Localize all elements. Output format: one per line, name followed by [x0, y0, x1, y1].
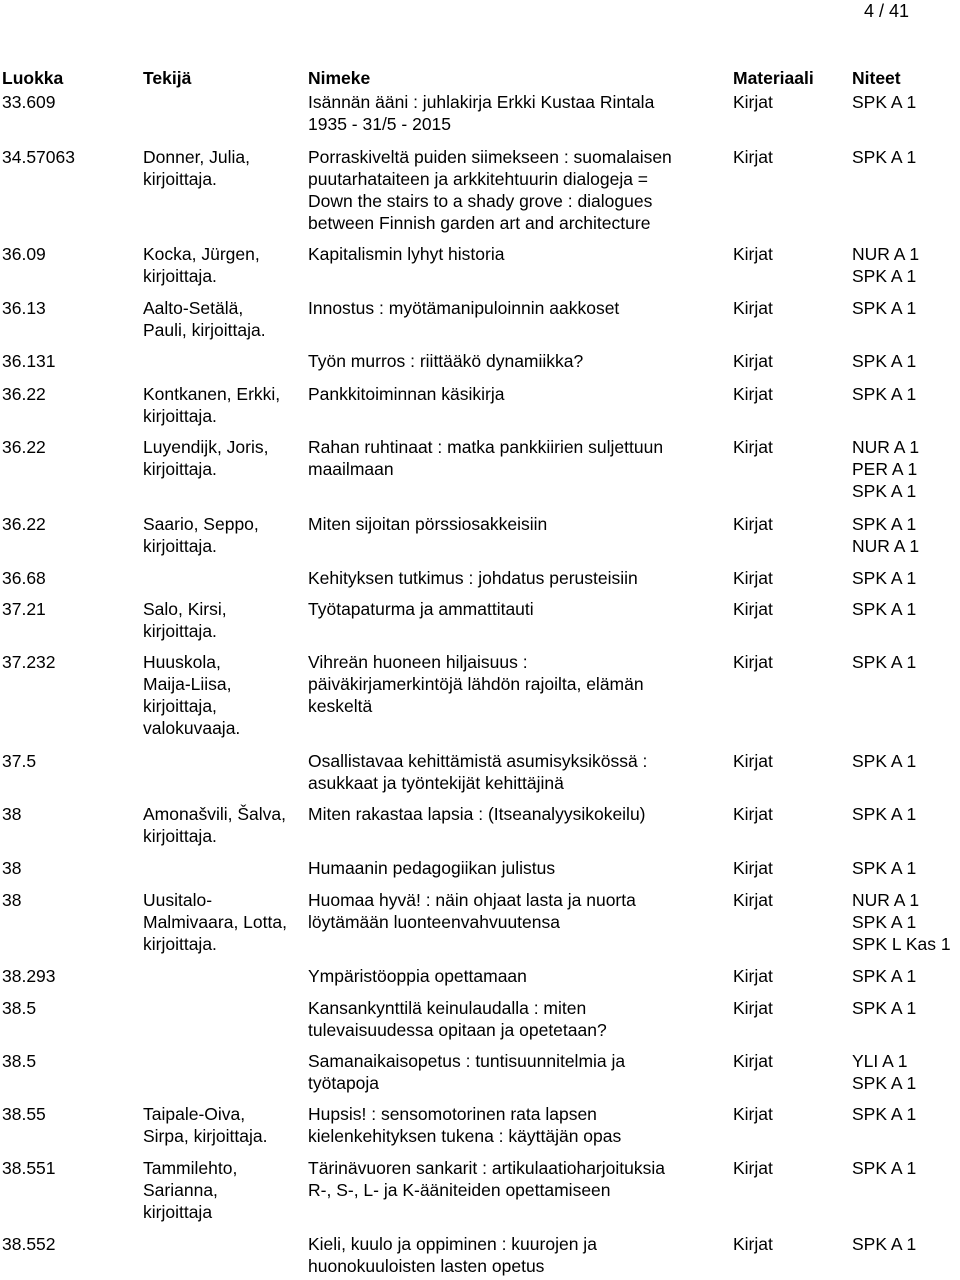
author-line: Uusitalo-	[143, 890, 213, 910]
copies-line: SPK A 1	[852, 599, 917, 619]
author	[143, 651, 311, 739]
copies	[852, 243, 960, 287]
author-line: Amonašvili, Šalva,	[143, 804, 286, 824]
class-number: 37.232	[2, 652, 56, 672]
author-line: kirjoittaja.	[143, 459, 217, 479]
copies-line: NUR A 1	[852, 244, 920, 264]
material: Kirjat	[733, 351, 773, 371]
material: Kirjat	[733, 599, 773, 619]
title	[308, 965, 728, 987]
copies	[852, 750, 960, 772]
class-number: 33.609	[2, 92, 56, 112]
title-line: between Finnish garden art and architecture	[308, 213, 651, 233]
material: Kirjat	[733, 147, 773, 167]
author-line: Tammilehto,	[143, 1158, 238, 1178]
title-line: Humaanin pedagogiikan julistus	[308, 858, 556, 878]
author	[143, 436, 311, 480]
author-line: Saario, Seppo,	[143, 514, 259, 534]
title-line: maailmaan	[308, 459, 394, 479]
copies	[852, 997, 960, 1019]
title-line: Kansankynttilä keinulaudalla : miten	[308, 998, 587, 1018]
title	[308, 297, 728, 319]
author-line: kirjoittaja.	[143, 266, 217, 286]
title-line: päiväkirjamerkintöjä lähdön rajoilta, elämän	[308, 674, 644, 694]
author	[143, 598, 311, 642]
title-line: Miten sijoitan pörssiosakkeisiin	[308, 514, 548, 534]
material: Kirjat	[733, 890, 773, 910]
table-header	[0, 68, 960, 90]
title	[308, 513, 728, 535]
title	[308, 436, 728, 480]
copies-line: SPK A 1	[852, 1234, 917, 1254]
class-number: 34.57063	[2, 147, 75, 167]
copies-line: SPK A 1	[852, 998, 917, 1018]
copies-line: SPK A 1	[852, 751, 917, 771]
title-line: löytämään luonteenvahvuutensa	[308, 912, 560, 932]
author	[143, 1103, 311, 1147]
author-line: Kontkanen, Erkki,	[143, 384, 281, 404]
author-line: Aalto-Setälä,	[143, 298, 244, 318]
author-line: valokuvaaja.	[143, 718, 241, 738]
author-line: kirjoittaja	[143, 1202, 213, 1222]
copies	[852, 651, 960, 673]
copies-line: SPK A 1	[852, 804, 917, 824]
title-line: Rahan ruhtinaat : matka pankkiirien suljettuun	[308, 437, 664, 457]
title-line: Innostus : myötämanipuloinnin aakkoset	[308, 298, 620, 318]
title-line: keskeltä	[308, 696, 373, 716]
author-line: Malmivaara, Lotta,	[143, 912, 287, 932]
author-line: Sarianna,	[143, 1180, 218, 1200]
copies	[852, 803, 960, 825]
author	[143, 889, 311, 955]
title-line: Tärinävuoren sankarit : artikulaatioharjoituksia	[308, 1158, 665, 1178]
title-line: Huomaa hyvä! : näin ohjaat lasta ja nuorta	[308, 890, 636, 910]
author-line: kirjoittaja.	[143, 621, 217, 641]
material: Kirjat	[733, 568, 773, 588]
title	[308, 1103, 728, 1147]
title	[308, 651, 728, 717]
author-line: kirjoittaja.	[143, 406, 217, 426]
material: Kirjat	[733, 966, 773, 986]
copies	[852, 297, 960, 319]
header-materiaali: Materiaali	[733, 68, 814, 88]
copies	[852, 91, 960, 113]
page-number: 4 / 41	[864, 1, 910, 21]
class-number: 36.131	[2, 351, 56, 371]
title	[308, 350, 728, 372]
class-number: 38.293	[2, 966, 56, 986]
copies-line: SPK A 1	[852, 568, 917, 588]
copies	[852, 1233, 960, 1255]
title	[308, 857, 728, 879]
material: Kirjat	[733, 92, 773, 112]
title-line: huonokuuloisten lasten opetus	[308, 1256, 545, 1276]
title-line: Isännän ääni : juhlakirja Erkki Kustaa Rintala	[308, 92, 655, 112]
class-number: 38.552	[2, 1234, 56, 1254]
title-line: Miten rakastaa lapsia : (Itseanalyysikokeilu)	[308, 804, 646, 824]
copies-line: SPK A 1	[852, 481, 917, 501]
class-number: 38	[2, 890, 22, 910]
material: Kirjat	[733, 1158, 773, 1178]
author-line: Kocka, Jürgen,	[143, 244, 260, 264]
title-line: Vihreän huoneen hiljaisuus :	[308, 652, 528, 672]
title	[308, 750, 728, 794]
copies-line: SPK A 1	[852, 298, 917, 318]
author-line: Huuskola,	[143, 652, 221, 672]
author	[143, 803, 311, 847]
class-number: 36.68	[2, 568, 46, 588]
material: Kirjat	[733, 298, 773, 318]
title-line: Kehityksen tutkimus : johdatus perusteisiin	[308, 568, 638, 588]
material: Kirjat	[733, 1104, 773, 1124]
title-line: R-, S-, L- ja K-ääniteiden opettamiseen	[308, 1180, 611, 1200]
author-line: kirjoittaja.	[143, 169, 217, 189]
class-number: 38.5	[2, 998, 37, 1018]
title	[308, 91, 728, 135]
copies-line: SPK A 1	[852, 92, 917, 112]
copies	[852, 598, 960, 620]
material: Kirjat	[733, 437, 773, 457]
author-line: kirjoittaja.	[143, 934, 217, 954]
title-line: Kieli, kuulo ja oppiminen : kuurojen ja	[308, 1234, 597, 1254]
copies-line: SPK A 1	[852, 1073, 917, 1093]
copies-line: PER A 1	[852, 459, 918, 479]
class-number: 37.21	[2, 599, 46, 619]
class-number: 36.13	[2, 298, 46, 318]
author-line: kirjoittaja.	[143, 826, 217, 846]
author	[143, 297, 311, 341]
author-line: Maija-Liisa,	[143, 674, 232, 694]
author-line: Salo, Kirsi,	[143, 599, 227, 619]
copies-line: SPK A 1	[852, 147, 917, 167]
class-number: 36.22	[2, 384, 46, 404]
title	[308, 1233, 728, 1277]
class-number: 38	[2, 804, 22, 824]
author-line: Sirpa, kirjoittaja.	[143, 1126, 268, 1146]
class-number: 36.09	[2, 244, 46, 264]
title	[308, 598, 728, 620]
material: Kirjat	[733, 1051, 773, 1071]
title-line: asukkaat ja työntekijät kehittäjinä	[308, 773, 564, 793]
author-line: Taipale-Oiva,	[143, 1104, 246, 1124]
material: Kirjat	[733, 751, 773, 771]
copies	[852, 1103, 960, 1125]
copies-line: SPK A 1	[852, 351, 917, 371]
copies-line: NUR A 1	[852, 536, 920, 556]
copies-line: NUR A 1	[852, 437, 920, 457]
title-line: Kapitalismin lyhyt historia	[308, 244, 505, 264]
material: Kirjat	[733, 652, 773, 672]
author-line: kirjoittaja.	[143, 536, 217, 556]
copies	[852, 513, 960, 557]
class-number: 37.5	[2, 751, 37, 771]
title	[308, 383, 728, 405]
title-line: Ympäristöoppia opettamaan	[308, 966, 527, 986]
material: Kirjat	[733, 1234, 773, 1254]
class-number: 36.22	[2, 437, 46, 457]
copies	[852, 567, 960, 589]
author	[143, 1157, 311, 1223]
title-line: tulevaisuudessa opitaan ja opetetaan?	[308, 1020, 607, 1040]
title	[308, 803, 728, 825]
header-tekija: Tekijä	[143, 68, 192, 88]
copies	[852, 383, 960, 405]
copies	[852, 889, 960, 955]
copies	[852, 1050, 960, 1094]
copies	[852, 146, 960, 168]
author	[143, 513, 311, 557]
copies-line: SPK L Kas 1	[852, 934, 951, 954]
title-line: Samanaikaisopetus : tuntisuunnitelmia ja	[308, 1051, 626, 1071]
material: Kirjat	[733, 384, 773, 404]
title-line: kielenkehityksen tukena : käyttäjän opas	[308, 1126, 622, 1146]
title	[308, 997, 728, 1041]
title-line: Hupsis! : sensomotorinen rata lapsen	[308, 1104, 597, 1124]
title	[308, 1050, 728, 1094]
class-number: 38.55	[2, 1104, 46, 1124]
title	[308, 889, 728, 933]
copies	[852, 350, 960, 372]
copies-line: YLI A 1	[852, 1051, 908, 1071]
title-line: Pankkitoiminnan käsikirja	[308, 384, 505, 404]
author	[143, 383, 311, 427]
header-luokka: Luokka	[2, 68, 64, 88]
copies-line: SPK A 1	[852, 266, 917, 286]
author-line: Pauli, kirjoittaja.	[143, 320, 266, 340]
copies-line: SPK A 1	[852, 858, 917, 878]
author	[143, 243, 311, 287]
copies-line: SPK A 1	[852, 384, 917, 404]
copies	[852, 857, 960, 879]
title-line: Down the stairs to a shady grove : dialogues	[308, 191, 653, 211]
header-niteet: Niteet	[852, 68, 901, 88]
copies	[852, 965, 960, 987]
title-line: Työn murros : riittääkö dynamiikka?	[308, 351, 584, 371]
class-number: 38	[2, 858, 22, 878]
author-line: Donner, Julia,	[143, 147, 251, 167]
title-line: työtapoja	[308, 1073, 380, 1093]
copies-line: NUR A 1	[852, 890, 920, 910]
title	[308, 146, 728, 234]
title-line: 1935 - 31/5 - 2015	[308, 114, 452, 134]
copies-line: SPK A 1	[852, 1158, 917, 1178]
copies-line: SPK A 1	[852, 652, 917, 672]
title-line: Työtapaturma ja ammattitauti	[308, 599, 534, 619]
author-line: kirjoittaja,	[143, 696, 217, 716]
copies-line: SPK A 1	[852, 1104, 917, 1124]
copies	[852, 436, 960, 502]
material: Kirjat	[733, 514, 773, 534]
material: Kirjat	[733, 858, 773, 878]
title	[308, 243, 728, 265]
title-line: puutarhataiteen ja arkkitehtuurin dialogeja =	[308, 169, 649, 189]
class-number: 38.551	[2, 1158, 56, 1178]
material: Kirjat	[733, 998, 773, 1018]
material: Kirjat	[733, 804, 773, 824]
copies-line: SPK A 1	[852, 514, 917, 534]
class-number: 36.22	[2, 514, 46, 534]
copies-line: SPK A 1	[852, 966, 917, 986]
title-line: Porraskiveltä puiden siimekseen : suomalaisen	[308, 147, 672, 167]
title-line: Osallistavaa kehittämistä asumisyksikössä :	[308, 751, 648, 771]
copies-line: SPK A 1	[852, 912, 917, 932]
copies	[852, 1157, 960, 1179]
title	[308, 567, 728, 589]
header-nimeke: Nimeke	[308, 68, 371, 88]
material: Kirjat	[733, 244, 773, 264]
author	[143, 146, 311, 190]
title	[308, 1157, 728, 1201]
class-number: 38.5	[2, 1051, 37, 1071]
author-line: Luyendijk, Joris,	[143, 437, 269, 457]
